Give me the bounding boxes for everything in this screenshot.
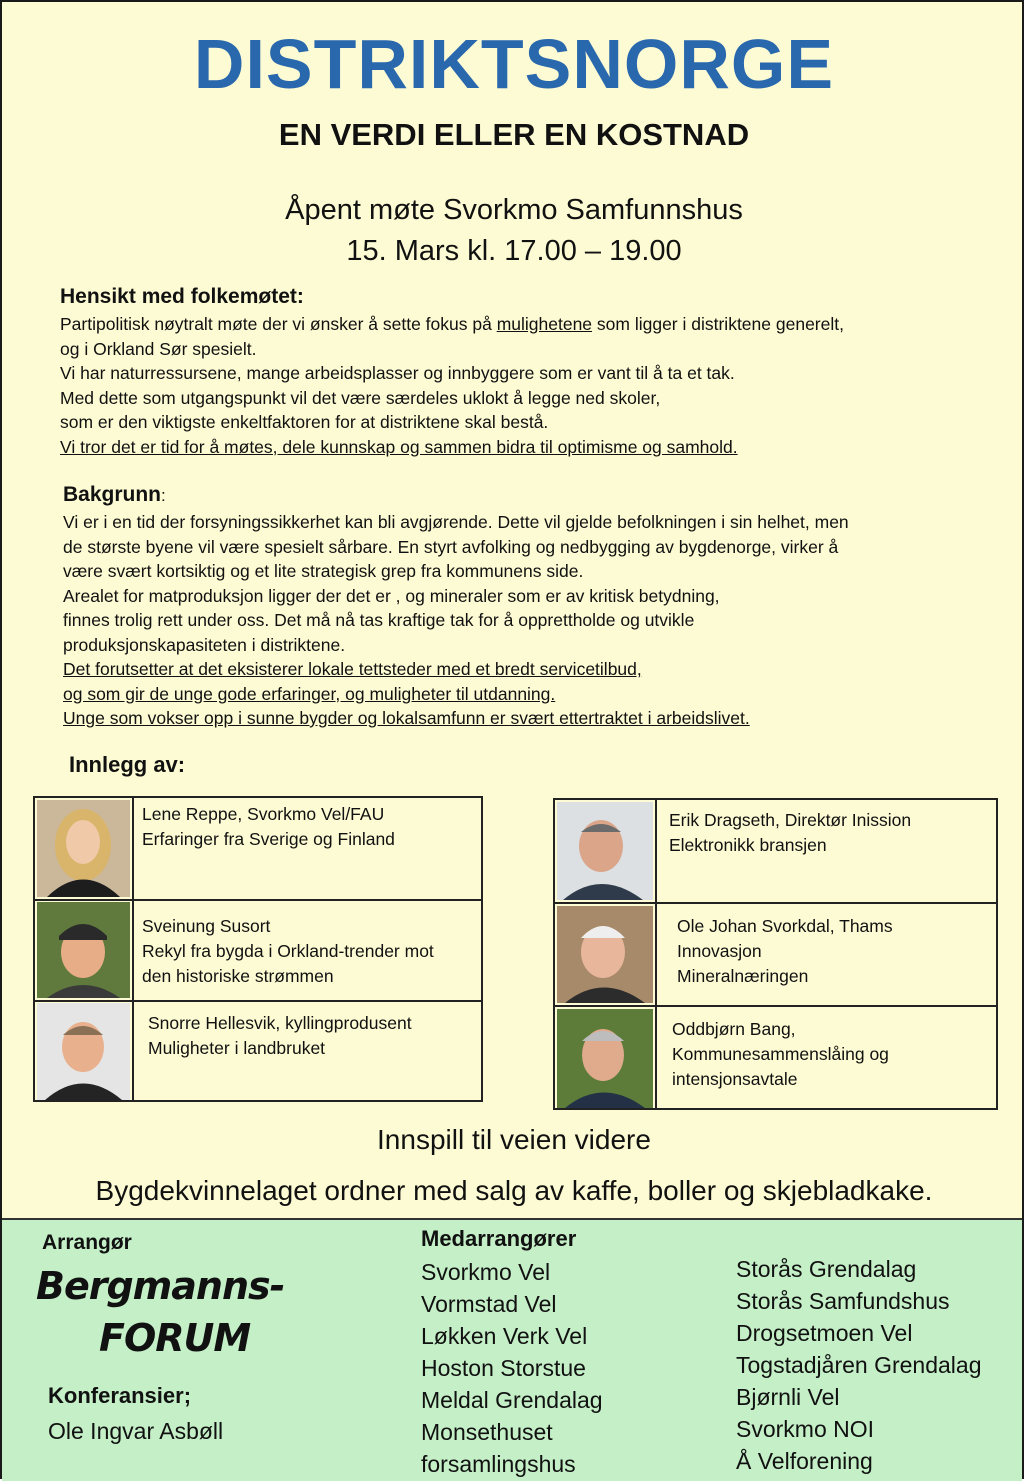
speaker-oddbjorn: Oddbjørn Bang, Kommunesammenslåing og intensjonsavtale — [672, 1019, 889, 1089]
list-item: Å Velforening — [736, 1448, 873, 1474]
speaker-photo-erik — [557, 802, 653, 900]
purpose-line: Vi tror det er tid for å møtes, dele kunnskap og sammen bidra til optimisme og samhold. — [60, 436, 738, 457]
speaker-lene: Lene Reppe, Svorkmo Vel/FAU Erfaringer fra Sverige og Finland — [142, 804, 395, 849]
list-item: Løkken Verk Vel — [421, 1323, 588, 1349]
list-item: Storås Samfundshus — [736, 1288, 950, 1314]
list-item: Monsethuset — [421, 1419, 553, 1445]
co-organizers-label: Medarrangører — [421, 1226, 577, 1251]
page-title: DISTRIKTSNORGE — [193, 25, 835, 103]
meeting-time: 15. Mars kl. 17.00 – 19.00 — [346, 235, 682, 267]
mc-name: Ole Ingvar Asbøll — [48, 1418, 224, 1444]
speaker-photo-snorre — [37, 1003, 130, 1100]
speakers-left-table — [33, 796, 483, 1102]
coffee-line: Bygdekvinnelaget ordner med salg av kaffe, boller og skjebladkake. — [95, 1175, 933, 1206]
organizer-logo-line2: FORUM — [99, 1316, 251, 1360]
purpose-section — [60, 285, 844, 459]
speaker-olejohan: Ole Johan Svorkdal, Thams Innovasjon Mineralnæringen — [677, 916, 893, 986]
organizer-logo: Bergmanns- — [36, 1264, 285, 1308]
speaker-photo-lene — [37, 800, 130, 897]
purpose-heading: Hensikt med folkemøtet: — [60, 285, 304, 308]
background-line: og som gir de unge gode erfaringer, og muligheter til utdanning. — [63, 683, 556, 704]
purpose-line: Vi har naturressursene, mange arbeidsplasser og innbyggere som er vant til å ta et tak. — [60, 363, 735, 383]
meeting-place: Åpent møte Svorkmo Samfunnshus — [285, 194, 743, 226]
purpose-line: som er den viktigste enkeltfaktoren for at distriktene skal bestå. — [60, 412, 549, 432]
background-line: de største byene vil være spesielt sårbare. En styrt avfolking og nedbygging av bygdenorge, virker å — [63, 536, 839, 557]
speaker-sveinung: Sveinung Susort Rekyl fra bygda i Orkland-trender mot den historiske strømmen — [142, 916, 434, 986]
speaker-snorre: Snorre Hellesvik, kyllingprodusent Muligheter i landbruket — [148, 1013, 412, 1058]
purpose-line: Med dette som utgangspunkt vil det være særdeles uklokt å legge ned skoler, — [60, 387, 661, 408]
co-organizers-col2 — [736, 1253, 982, 1477]
list-item: Storås Grendalag — [736, 1256, 917, 1282]
background-line: være svært kortsiktig og et lite strategisk grep fra kommunens side. — [63, 561, 584, 581]
organizer-label: Arrangør — [42, 1231, 132, 1254]
list-item: Meldal Grendalag — [421, 1387, 603, 1413]
speaker-photo-sveinung — [37, 902, 130, 998]
list-item: Hoston Storstue — [421, 1355, 586, 1381]
background-line: produksjonskapasiteten i distriktene. — [63, 634, 346, 655]
input-line: Innspill til veien videre — [377, 1124, 651, 1155]
list-item: Drogsetmoen Vel — [736, 1320, 913, 1346]
background-line: finnes trolig rett under oss. Det må nå tas kraftige tak for å opprettholde og utvikle — [63, 610, 695, 630]
list-item: Svorkmo NOI — [736, 1416, 875, 1442]
list-item: Togstadjåren Grendalag — [736, 1352, 982, 1378]
speakers-right-table — [553, 798, 998, 1110]
speaker-erik: Erik Dragseth, Direktør Inission Elektronikk bransjen — [669, 810, 912, 855]
meeting-info — [2, 190, 1024, 272]
footer — [2, 1218, 1022, 1481]
co-organizers-col1 — [421, 1256, 603, 1480]
background-line: Vi er i en tid der forsyningssikkerhet kan bli avgjørende. Dette vil gjelde befolkningen i sin helhet, men — [63, 512, 849, 532]
purpose-line: og i Orkland Sør spesielt. — [60, 338, 257, 359]
list-item: Svorkmo Vel — [421, 1259, 551, 1285]
background-line: Unge som vokser opp i sunne bygder og lokalsamfunn er svært ettertraktet i arbeidslivet. — [63, 708, 750, 728]
background-line: Det forutsetter at det eksisterer lokale tettsteder med et bredt servicetilbud, — [63, 659, 642, 679]
speaker-photo-oddbjorn — [557, 1009, 653, 1108]
purpose-line: Partipolitisk nøytralt møte der vi ønsker å sette fokus på mulighetene som ligger i distriktene generelt, — [60, 314, 844, 334]
page-subtitle: EN VERDI ELLER EN KOSTNAD — [278, 117, 750, 152]
list-item: forsamlingshus — [421, 1451, 576, 1477]
speakers-heading: Innlegg av: — [69, 752, 186, 777]
background-line: Arealet for matproduksjon ligger der det er , og mineraler som er av kritisk betydning, — [63, 585, 720, 606]
mc-label: Konferansier; — [48, 1383, 192, 1408]
background-section: Bakgrunn: Vi er i en tid der forsyningssikkerhet kan bli avgjørende. Dette vil gjelde befolkningen i sin helhet, men de største byene vil være spesielt sårbare. En styrt avfolking og nedbygging av bygdenorge, virker å være svært kortsiktig og et lite strategisk grep fra kommunens side. Arealet for matproduksjon ligger der det er , og mineraler som er av kritisk betydning, finnes trolig rett under oss. Det må nå tas kraftige tak for å opprettholde og utvikle produksjonskapasiteten i distriktene. Det forutsetter at det eksisterer lokale tettsteder med et bredt servicetilbud, og som gir de unge gode erfaringer, og muligheter til utdanning. Unge som vokser opp i sunne bygder og lokalsamfunn er svært ettertraktet i arbeidslivet. — [63, 483, 849, 731]
background-heading: Bakgrunn — [63, 483, 162, 506]
speaker-photo-olejohan — [557, 906, 653, 1003]
list-item: Bjørnli Vel — [736, 1384, 840, 1410]
list-item: Vormstad Vel — [421, 1291, 557, 1317]
